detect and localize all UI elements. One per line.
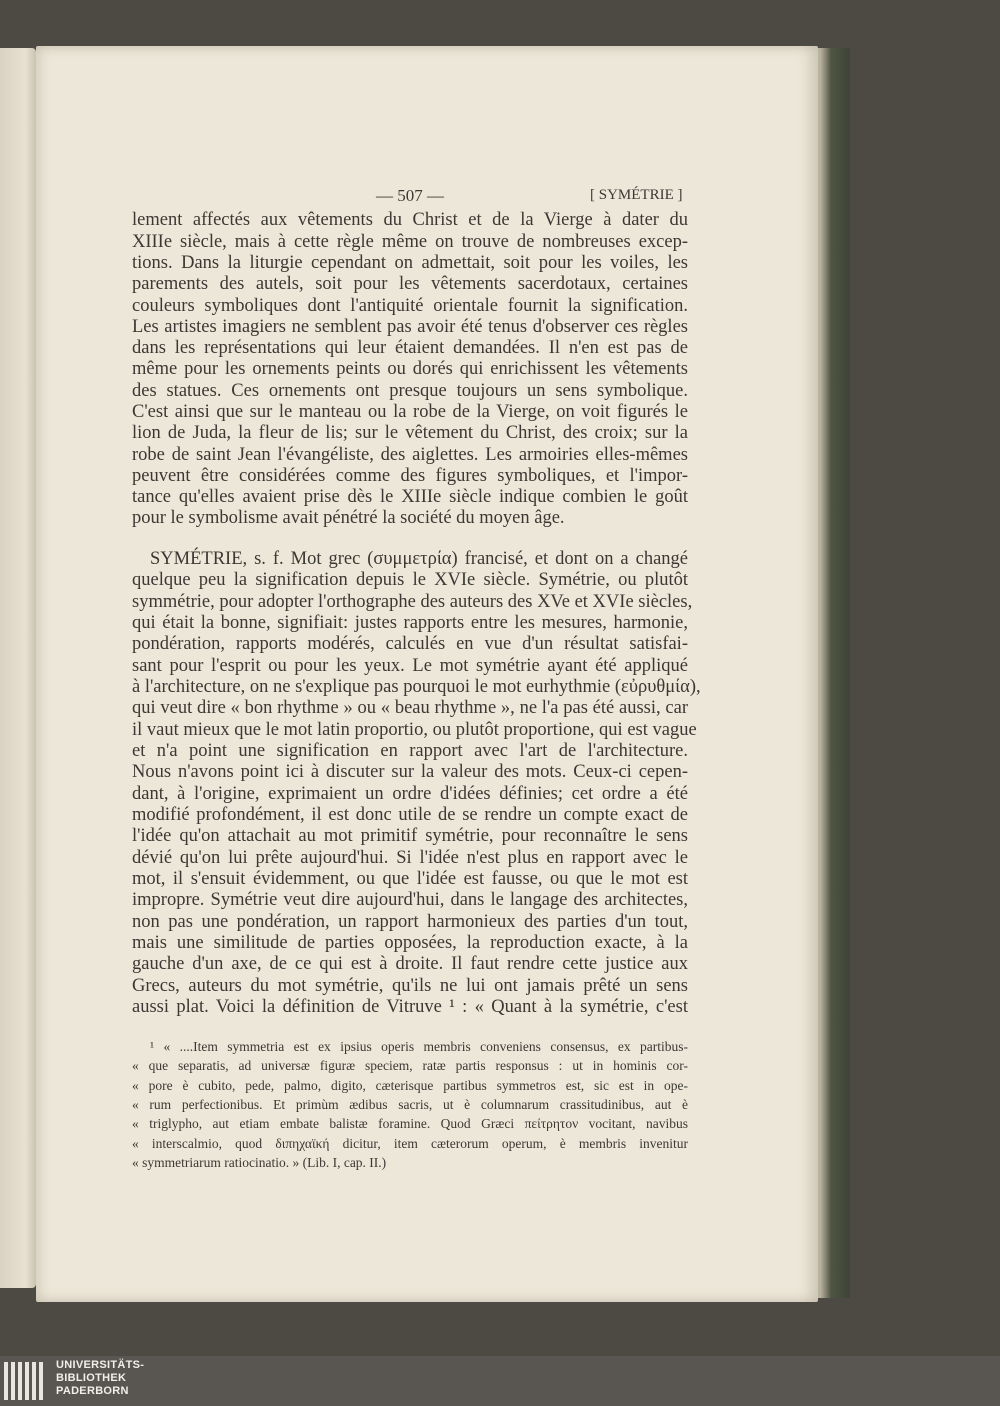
- entry-line: et n'a point une signification en rapport avec l'art de l'architecture.: [132, 741, 688, 761]
- entry-line: qui veut dire « bon rhythme » ou « beau rhythme », ne l'a pas été aussi, car: [132, 698, 688, 718]
- body-line: pour le symbolisme avait pénétré la société du moyen âge.: [132, 508, 565, 528]
- running-title: [ SYMÉTRIE ]: [590, 187, 683, 203]
- footnote-line: « triglypho, aut etiam embate balistæ foramine. Quod Græci πείτρητον vocitant, navibus: [132, 1116, 688, 1131]
- body-line: dans les représentations qui leur étaient demandées. Il n'en est pas de: [132, 338, 688, 358]
- body-line: tions. Dans la liturgie cependant on admettait, soit pour les voiles, les: [132, 253, 688, 273]
- footnote-line: « interscalmio, quod διπηχαϊκή dicitur, item cæterorum operum, è membris invenitur: [132, 1136, 688, 1151]
- library-footer: [0, 1356, 1000, 1406]
- entry-line: non pas une pondération, un rapport harmonieux des parties d'un tout,: [132, 912, 688, 932]
- body-line: C'est ainsi que sur le manteau ou la robe de la Vierge, on voit figurés le: [132, 402, 688, 422]
- body-line: couleurs symboliques dont l'antiquité orientale fournit la signification.: [132, 296, 688, 316]
- footnote-line: « rum perfectionibus. Et primùm ædibus sacris, ut è columnarum crassitudinibus, aut è: [132, 1097, 688, 1112]
- entry-line: il vaut mieux que le mot latin proportio, ou plutôt proportione, qui est vague: [132, 720, 697, 740]
- entry-line: symmétrie, pour adopter l'orthographe des auteurs des XVe et XVIe siècles,: [132, 592, 693, 612]
- entry-line: Nous n'avons point ici à discuter sur la valeur des mots. Ceux-ci cepen-: [132, 762, 688, 782]
- entry-line: SYMÉTRIE, s. f. Mot grec (συμμετρία) francisé, et dont on a changé: [150, 549, 688, 569]
- body-line: lion de Juda, la fleur de lis; sur le vêtement du Christ, des croix; sur la: [132, 423, 688, 443]
- library-logo-icon: [4, 1362, 50, 1400]
- entry-line: sant pour l'esprit ou pour les yeux. Le mot symétrie ayant été appliqué: [132, 656, 688, 676]
- logo-text-line: PADERBORN: [56, 1385, 129, 1397]
- footnote-line: « pore è cubito, pede, palmo, digito, cæterisque partibus symmetros est, sic est in ope-: [132, 1078, 688, 1093]
- logo-text-line: UNIVERSITÄTS-: [56, 1359, 145, 1371]
- body-line: même pour les ornements peints ou dorés qui enrichissent les vêtements: [132, 359, 688, 379]
- entry-line: mot, il s'ensuit évidemment, ou que l'idée est fausse, ou que le mot est: [132, 869, 688, 889]
- left-page-edge: [0, 48, 36, 1288]
- entry-line: dant, à l'origine, exprimaient un ordre d'idées définies; cet ordre a été: [132, 784, 688, 804]
- entry-line: gauche d'un axe, de ce qui est à droite. Il faut rendre cette justice aux: [132, 954, 688, 974]
- entry-line: modifié profondément, il est donc utile de se rendre un compte exact de: [132, 805, 688, 825]
- body-line: lement affectés aux vêtements du Christ et de la Vierge à dater du: [132, 210, 688, 230]
- entry-line: qui était la bonne, signifiait: justes rapports entre les mesures, harmonie,: [132, 613, 688, 633]
- entry-line: quelque peu la signification depuis le XVIe siècle. Symétrie, ou plutôt: [132, 570, 688, 590]
- footnote-line: « symmetriarum ratiocinatio. » (Lib. I, cap. II.): [132, 1155, 387, 1170]
- entry-line: pondération, rapports modérés, calculés en vue d'un résultat satisfai-: [132, 634, 688, 654]
- entry-line: Grecs, auteurs du mot symétrie, qu'ils ne lui ont jamais prêté un sens: [132, 976, 688, 996]
- body-line: robe de saint Jean l'évangéliste, des aiglettes. Les armoiries elles-mêmes: [132, 445, 688, 465]
- body-line: tance qu'elles avaient prise dès le XIIIe siècle indique combien le goût: [132, 487, 688, 507]
- body-line: des statues. Ces ornements ont presque toujours un sens symbolique.: [132, 381, 688, 401]
- body-line: XIIIe siècle, mais à cette règle même on trouve de nombreuses excep-: [132, 232, 688, 252]
- body-line: peuvent être considérées comme des figures symboliques, et l'impor-: [132, 466, 688, 486]
- entry-line: impropre. Symétrie veut dire aujourd'hui, dans le langage des architectes,: [132, 890, 688, 910]
- entry-line: l'idée qu'on attachait au mot primitif symétrie, pour reconnaître le sens: [132, 826, 688, 846]
- logo-text-line: BIBLIOTHEK: [56, 1372, 127, 1384]
- footnote-line: ¹ « ....Item symmetria est ex ipsius operis membris conveniens consensus, ex partibus-: [150, 1039, 688, 1054]
- entry-line: mais une similitude de parties opposées, la reproduction exacte, à la: [132, 933, 688, 953]
- entry-line: dévié qu'on lui prête aujourd'hui. Si l'idée n'est plus en rapport avec le: [132, 848, 688, 868]
- page-number: — 507 —: [376, 186, 444, 205]
- entry-line: aussi plat. Voici la définition de Vitruve ¹ : « Quant à la symétrie, c'est: [132, 997, 688, 1017]
- body-line: parements des autels, soit pour les vêtements sacerdotaux, certaines: [132, 274, 688, 294]
- body-line: Les artistes imagiers ne semblent pas avoir été tenus d'observer ces règles: [132, 317, 688, 337]
- footnote-line: « que separatis, ad universæ figuræ speciem, ratæ partis responsus : ut in hominis cor-: [132, 1058, 688, 1073]
- entry-line: à l'architecture, on ne s'explique pas pourquoi le mot eurhythmie (εὐρυθμία),: [132, 677, 701, 697]
